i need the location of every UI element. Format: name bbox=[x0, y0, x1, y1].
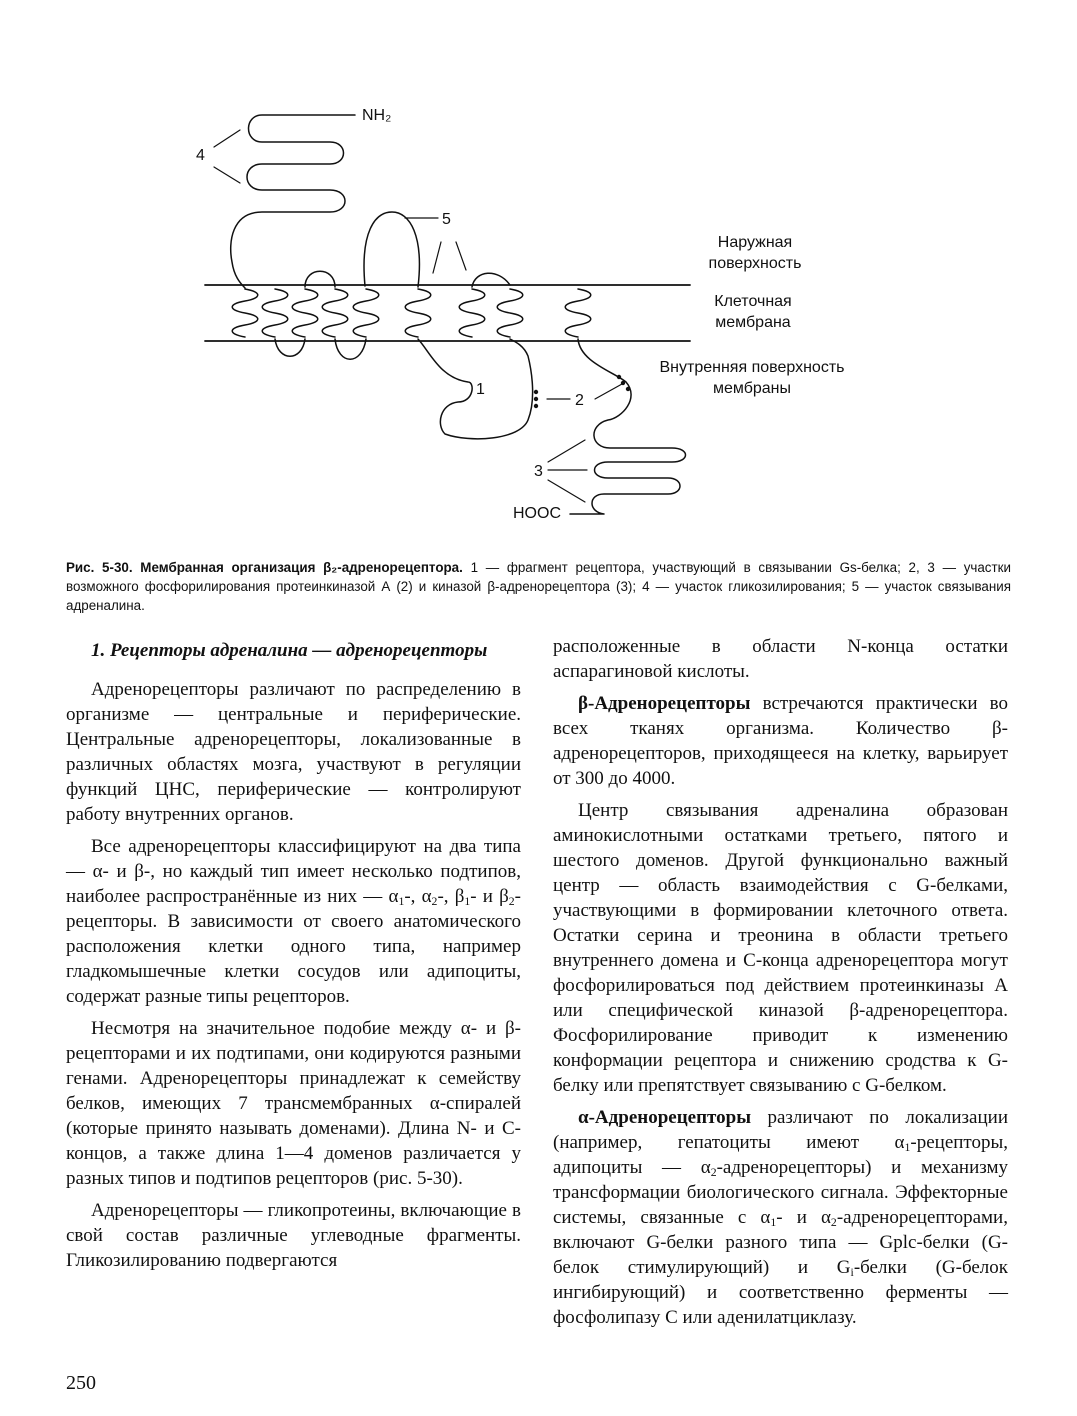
caption-text: 1 — фрагмент рецептора, участвующий в связывании Gs-белка; 2, 3 — участки возможного фосфорилирования протеинкиназой А (2) и киназой β-адренорецептора (3); 4 — участок гликозилирования; 5 — участок связывания адреналина. bbox=[66, 560, 1011, 613]
paragraph: Несмотря на значительное подобие между α- и β-рецепторами и их подтипами, они кодируются разными генами. Адренорецепторы принадлежат к семейству белков, имеющих 7 трансмембранных α-спиралей (которые принято называть доменами). Длина N- и C-концов, а также длина 1—4 доменов различается у разных типов и подтипов рецепторов (рис. 5-30). bbox=[66, 1018, 521, 1189]
paragraph: α-Адренорецепторы различают по локализации (например, гепатоциты имеют $\alpha_1$-рецепторы, адипоциты — $\alpha_2-адренорецепторы$) и механизму трансформации биологического сигнала. Эффекторные системы, связанные с $\alpha_1-$ и $\alpha_2$-адренорецепторами, включают G-белки разного типа — Gplc-белки (G-белок стимулирующий) и $G_i$-белки (G-белок ингибирующий) и соответственно ферменты — фосфолипазу С или аденилатциклазу. bbox=[553, 1107, 1009, 1328]
section-heading: 1. Рецепторы адреналина — адренорецепторы bbox=[91, 640, 488, 661]
caption-title: Рис. 5-30. Мембранная организация β₂-адренорецептора. bbox=[66, 560, 463, 575]
paragraph: Центр связывания адреналина образован аминокислотными остатками третьего, пятого и шестого доменов. Другой функционально важный центр — область взаимодействия с G-белками, участвующими в формировании клеточного ответа. Остатки серина и треонина в области третьего внутреннего домена и C-конца адренорецептора могут фосфорилироваться под действием протеинкиназы А или специфической киназой β-адренорецептора. Фосфорилирование приводит к изменению конформации рецептора и снижению сродства к G-белку или препятствует связыванию с G-белком. bbox=[553, 800, 1008, 1096]
intracellular-loop-2 bbox=[335, 339, 366, 359]
membrane-label-1: Клеточная bbox=[714, 293, 792, 310]
outer-surface-label-2: поверхность bbox=[708, 255, 802, 272]
n-terminal-chain bbox=[231, 115, 355, 288]
paragraph: β-Адренорецепторы встречаются практически во всех тканях организма. Количество β-адренорецепторов, приходящееся на клетку, варьирует от 300 до 4000. bbox=[553, 693, 1008, 789]
label-5: 5 bbox=[442, 211, 451, 228]
inner-surface-label-1: Внутренняя поверхность bbox=[659, 359, 845, 376]
figure-caption bbox=[66, 558, 1011, 615]
inner-surface-label-2: мембраны bbox=[712, 380, 792, 397]
left-column bbox=[66, 634, 521, 1280]
hooc-label: HOOC bbox=[513, 505, 561, 522]
paragraph: Адренорецепторы различают по распределению в организме — центральные и периферические. Центральные адренорецепторы, локализованные в различных областях мозга, участвуют в регуляции функций ЦНС, периферические — контролируют работу внутренних органов. bbox=[66, 679, 521, 825]
paragraph: Адренорецепторы — гликопротеины, включающие в свой состав различные углеводные фрагменты. Гликозилированию подвергаются bbox=[66, 1200, 521, 1271]
receptor-diagram bbox=[0, 0, 1077, 545]
paragraph: Все адренорецепторы классифицируют на два типа — α- и β-, но каждый тип имеет несколько подтипов, наиболее распространённые из них — $\alpha_1-$, $\alpha_2-$, $\beta_1-$ и $\beta_2$-рецепторы. В зависимости от своего анатомического расположения клетки одного типа, например гладкомышечные клетки сосудов или адипоциты, содержат разные типы рецепторов. bbox=[66, 836, 521, 1007]
transmembrane-helices bbox=[232, 289, 591, 337]
label-2: 2 bbox=[575, 392, 584, 409]
extracellular-loop-2 bbox=[364, 212, 419, 287]
label-4: 4 bbox=[196, 147, 205, 164]
page-number: 250 bbox=[66, 1372, 96, 1394]
membrane-label-2: мембрана bbox=[715, 314, 791, 331]
right-column bbox=[553, 634, 1008, 1337]
nh2-label: NH₂ bbox=[362, 107, 392, 124]
label-3: 3 bbox=[534, 463, 543, 480]
leader-lines bbox=[214, 130, 622, 502]
paragraph: расположенные в области N-конца остатки аспарагиновой кислоты. bbox=[553, 636, 1008, 682]
label-1: 1 bbox=[476, 381, 485, 398]
outer-surface-label-1: Наружная bbox=[717, 234, 793, 251]
